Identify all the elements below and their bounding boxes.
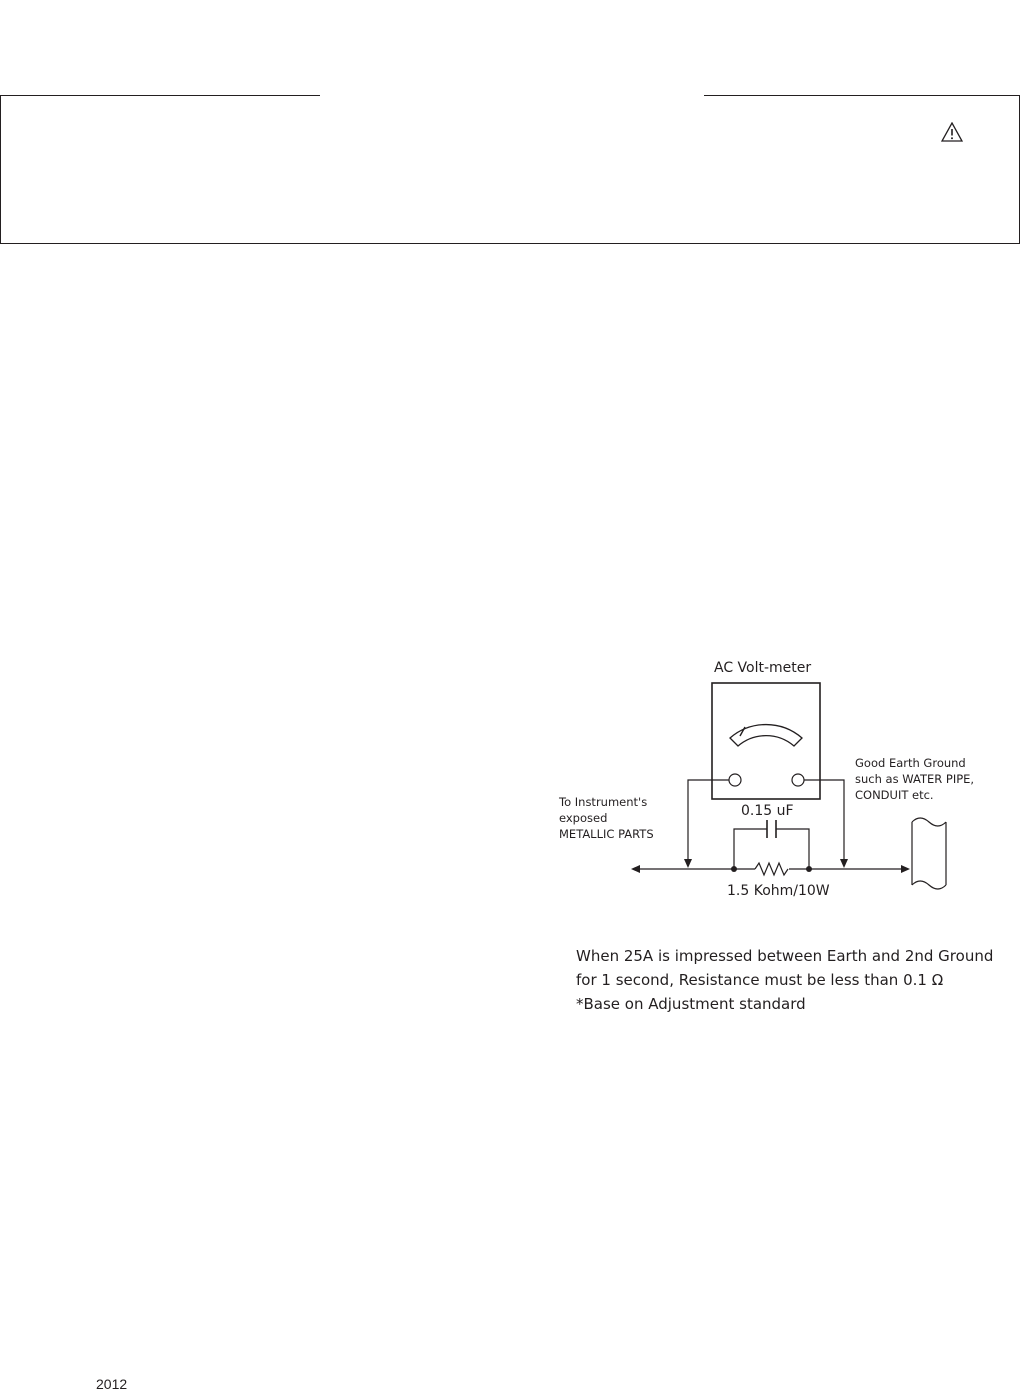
warning-triangle-icon (941, 122, 963, 142)
note-line-1: When 25A is impressed between Earth and 2nd Ground (576, 947, 994, 965)
right-label-line3: CONDUIT etc. (855, 788, 934, 802)
main-wire-left-arrow (631, 865, 640, 873)
right-label-line1: Good Earth Ground (855, 756, 966, 770)
meter-title: AC Volt-meter (714, 660, 812, 676)
main-wire-right-arrow (901, 865, 910, 873)
capacitor-label: 0.15 uF (741, 803, 794, 819)
resistor-label: 1.5 Kohm/10W (727, 883, 830, 899)
note-line-3: *Base on Adjustment standard (576, 995, 806, 1013)
meter-terminal-right (792, 774, 804, 786)
right-label-line2: such as WATER PIPE, (855, 772, 975, 786)
lead-right (804, 780, 844, 863)
left-label-line2: exposed (559, 811, 608, 825)
lead-right-arrow (840, 859, 848, 868)
leakage-test-diagram (550, 650, 1010, 910)
meter-terminal-left (729, 774, 741, 786)
note-line-2: for 1 second, Resistance must be less than 0.1 Ω (576, 971, 944, 989)
left-label-line3: METALLIC PARTS (559, 827, 654, 841)
lead-left-arrow (684, 859, 692, 868)
test-notes (576, 944, 1016, 1016)
notice-box (0, 95, 1020, 244)
water-pipe-icon (912, 818, 946, 889)
left-label-line1: To Instrument's (559, 795, 648, 809)
footer-year: 2012 (96, 1376, 128, 1392)
meter-needle (740, 727, 745, 736)
lead-left (688, 780, 729, 863)
